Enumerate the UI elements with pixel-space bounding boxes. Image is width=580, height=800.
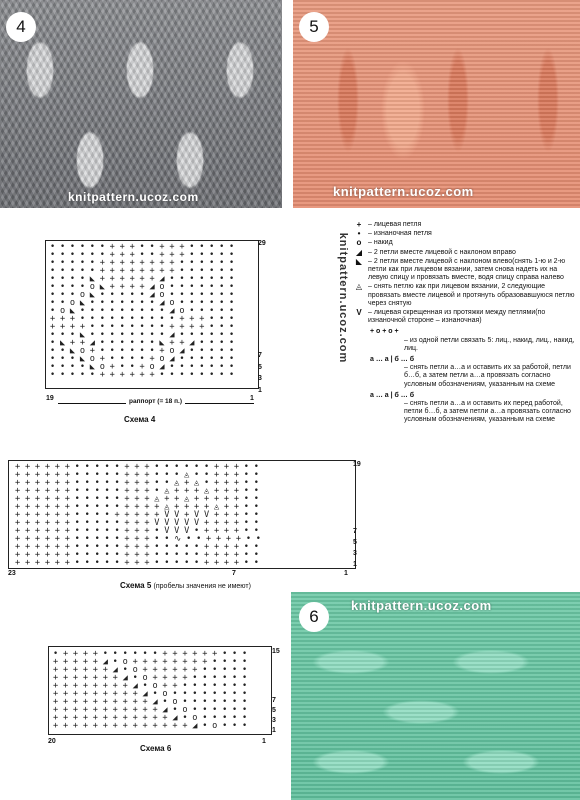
legend-text: – 2 петли вместе лицевой с наклоном влево(снять 1-ю и 2-ю петли как при лицевом вязании, затем снова надеть их на левую спицу и провязать вместе, водя спицу справа налево [368,257,566,282]
knitting-photo-4 [0,0,282,208]
column-number: 1 [344,570,348,577]
photo-watermark: knitpattern.ucoz.com [333,184,474,199]
symbol-legend [350,221,578,425]
chart-row: • • • • o ◣ + + + + ◢ o • • • • • • • [50,282,235,292]
row-number: 5 [258,364,262,371]
chart-row: + + + + + + • • • • • + + + • • • • • + + + + • • [15,558,259,568]
legend-item [350,258,578,283]
chart-row: + + + + + + + + + + ◢ • o • • • • • • • [53,697,247,707]
chart-row: + + + + + + + + + + + + + + ◢ • o • • • [53,721,247,731]
chart-row: • • • • • + + + + + + • • • • • • • • [50,370,235,380]
chart-row: + + + + + + + + + + + ◢ • o • • • • • • [53,705,247,715]
legend-text: – изнаночная петля [368,230,432,238]
column-number: 20 [48,738,56,745]
chart-row: + + + + + + • • • • • + + + • • • • • + + + + • • [15,550,259,560]
legend-symbol: ◬ [355,282,363,292]
legend-block [350,356,578,389]
chart-row: • ◣ + + ◢ • • • • • • ◣ + + ◢ • • • • [50,338,235,348]
chart-row: • • • • • + + + + + + + + • • • • • • [50,258,235,268]
row-number: 1 [258,387,262,394]
row-number: 3 [258,375,262,382]
legend-text: – 2 петли вместе лицевой с наклоном вправо [368,248,516,256]
chart-row: + + + + + + • • • • • + + + V V V V V + + + + • • [15,518,259,528]
row-number: 7 [353,528,357,535]
chart-5-grid [8,460,356,569]
legend-item [350,239,578,247]
chart-row: + + + + + + • • • • • + + + + ◬ + + + + ◬ + + • • [15,502,259,512]
legend-symbol: o [356,238,362,248]
row-number: 15 [272,648,280,655]
legend-symbol: ◢ [355,247,363,257]
column-number: 19 [46,395,54,402]
chart-6-grid [48,646,272,735]
photo-watermark: knitpattern.ucoz.com [68,190,199,204]
vertical-watermark [333,222,347,382]
chart-row: • • • o ◣ • • • • • ◢ o • • • • • • • [50,290,235,300]
chart-row: + + + + + + + ◢ • o + + + + • • • • • • [53,673,247,683]
chart-row: + + + + + + • • • • + + + + + V V + V V + + + • • [15,510,259,520]
vertical-watermark-text: knitpattern.ucoz.com [337,232,349,364]
knitting-photo-6 [291,592,580,800]
chart-row: + + + + + + + + + ◢ • o • • • • • • • • [53,689,247,699]
legend-item [350,283,578,308]
chart-row: • • • ◣ o + • • • • + o ◢ • • • • • • [50,354,235,364]
row-number: 19 [353,461,361,468]
legend-text: – лицевая петля [368,221,422,228]
chart-row: • o ◣ • • • • • • • • • ◢ o • • • • • [50,306,235,316]
chart-row: • • • • • + + + + + + + + • • • • • • [50,266,235,276]
chart-row: • • • • ◣ o + • • + o ◢ • • • • • • • [50,362,235,372]
chart-row: + + + + + + • • • • • + + + ◬ + + ◬ + + + + + • • [15,494,259,504]
legend-item [350,230,578,238]
legend-text: – лицевая скрещенная из протяжки между петлями(по изнаночной стороне – изнаночная) [368,309,546,325]
legend-block-text: – снять петли а…а и оставить их за работой, петли б…б, а затем петли а…а провязать согласно условным обозначениям, указанным на схеме [404,364,571,388]
legend-text: – накид [368,239,393,247]
legend-block-text: – из одной петли связать 5: лиц., накид, лиц., накид, лиц. [404,336,575,352]
chart-row: + + + + + + • • • • • + + + • ◬ + + + ◬ + + + • • [15,486,259,496]
chart-row: + + + + + + + + ◢ • o + + • • • • • • • [53,681,247,691]
row-number: 3 [272,717,276,724]
chart-row: • • • ◣ • • • • • • • • ◢ • • • • • • [50,330,235,340]
legend-block-symbol: + o + o + [370,328,399,336]
chart-row: + + + + + + • • • • • + + + • • • • • + + + + • • [15,542,259,552]
row-number: 1 [272,727,276,734]
column-number: 7 [232,570,236,577]
row-number: 29 [258,240,266,247]
knitting-photo-5 [293,0,580,208]
chart-6-caption: Схема 6 [140,744,172,753]
legend-block-text: – снять петли а…а и оставить их перед работой, петли б…б, а затем петли а…а провязать согласно условным обозначениям, указанным на схеме [404,400,571,424]
chart-row: • • ◣ o + • • • • • • + o ◢ • • • • • [50,346,235,356]
chart-row: + + + + + + • • • • • + + + • • ◬ + ◬ • + + + • • [15,478,259,488]
photo-number-badge: 5 [299,12,329,42]
row-number: 7 [272,697,276,704]
row-number: 3 [353,550,357,557]
chart-5-caption-note: (пробелы значения не имеют) [153,583,251,590]
repeat-label: раппорт (= 18 п.) [126,398,185,405]
legend-item [350,309,578,325]
legend-block-symbol: а … а | б … б [370,391,415,399]
column-number: 1 [262,738,266,745]
legend-item [350,249,578,257]
chart-4-grid [45,240,259,389]
legend-symbol: • [357,229,361,239]
row-number: 7 [258,352,262,359]
legend-symbol: ◣ [355,256,363,266]
chart-row: + + + + + + • • • • • + + + • • • ◬ • • + + + • • [15,470,259,480]
legend-symbol: V [356,308,362,318]
chart-row: • • • • ◣ + + + + + + ◢ • • • • • • • [50,274,235,284]
legend-text: – снять петлю как при лицевом вязании, 2 следующие провязать вместе лицевой и протянуть образовавшуюся петлю через снятую [368,283,575,307]
chart-row: + + + + + + ◢ • o + + + + + + • • • • • [53,665,247,675]
chart-row: • • • • • • + + + • • + + + • • • • • [50,250,235,260]
chart-row: + + + + + ◢ • o + + + + + + + + • • • • [53,657,247,667]
chart-row: + + + • • • • • • • • • • + + + • • • [50,314,235,324]
legend-block [350,392,578,425]
chart-row: + + + + + + • • • • • + + + • • ∿ • • + + + + • • [15,534,261,544]
legend-item [350,221,578,229]
chart-4-caption: Схема 4 [124,415,156,424]
photo-watermark: knitpattern.ucoz.com [351,598,492,613]
row-number: 1 [353,561,357,568]
chart-row: + + + + + + • • • • • + + + • V V V • + + + + • • [15,526,259,536]
chart-row: + + + + + + + + + + + + ◢ • o • • • • • [53,713,247,723]
chart-row: + + + + + + • • • • • + + + • • • • • • + + + • • [15,462,259,472]
chart-5-caption-title: Схема 5 [120,581,152,590]
chart-row: • • • • • • + + + • • + + + • • • • • [50,242,235,252]
repeat-marker [58,398,254,408]
column-number: 23 [8,570,16,577]
chart-row: • • o ◣ • • • • • • • ◢ o • • • • • • [50,298,235,308]
column-number: 1 [250,395,254,402]
legend-block [350,328,578,353]
chart-5-caption [120,581,251,590]
chart-row: • + + + + • • • • • • + + + + + + • • • [53,649,247,659]
legend-block-symbol: а … а | б … б [370,356,415,364]
photo-number-badge: 4 [6,12,36,42]
photo-number-badge: 6 [299,602,329,632]
row-number: 5 [272,707,276,714]
row-number: 5 [353,539,357,546]
legend-symbol: + [356,220,362,229]
chart-row: + + + + • • • • • • • • + + + + • • • [50,322,235,332]
